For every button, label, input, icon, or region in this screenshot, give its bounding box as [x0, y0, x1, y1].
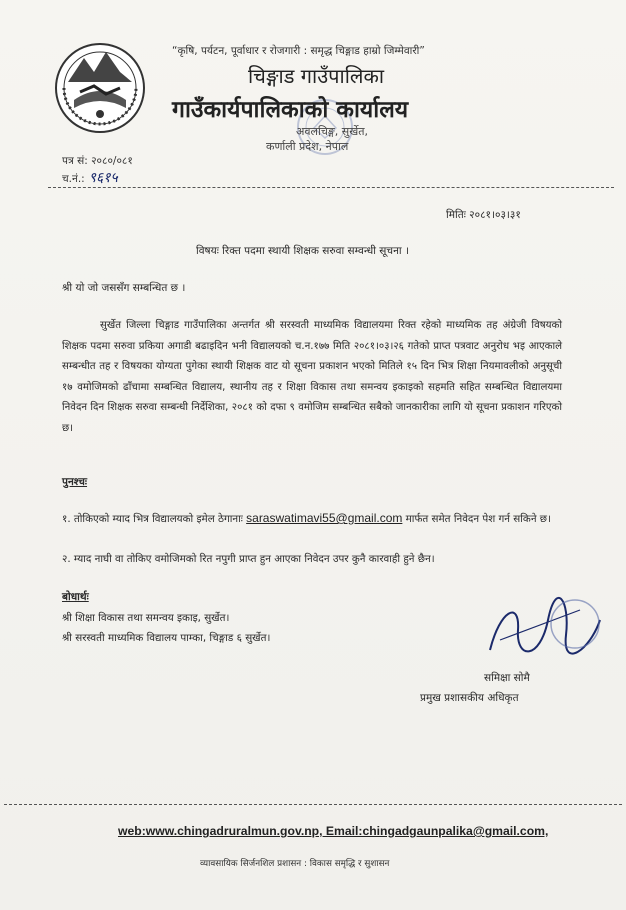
letter-date: मितिः २०८१।०३।३१	[446, 209, 521, 221]
letter-reference-number: पत्र सं: २०८०/०८१	[62, 155, 133, 167]
municipality-name: चिङ्गाड गाउँपालिका	[248, 64, 384, 88]
postscript-heading: पुनश्चः	[62, 476, 88, 488]
footer-motto: व्यावसायिक सिर्जनशिल प्रशासन : विकास समृद्धि र सुशासन	[200, 859, 390, 869]
postscript-point-2: २. म्याद नाघी वा तोकिए वमोजिमको रित नपुगी प्राप्त हुन आएका निवेदन उपर कुनै कारवाही हुने छैन।	[62, 553, 435, 565]
footer-divider	[4, 804, 622, 805]
cc-recipient-1: श्री शिक्षा विकास तथा समन्वय इकाइ, सुर्खेत।	[62, 612, 230, 624]
point-1-text-end: मार्फत समेत निवेदन पेश गर्न सकिने छ।	[402, 513, 551, 525]
cc-heading: बोधार्थः	[62, 591, 89, 603]
dispatch-number-row	[62, 168, 118, 187]
office-title: गाउँकार्यपालिकाको कार्यालय	[172, 97, 409, 123]
handwritten-signature-icon	[470, 590, 610, 670]
address-line-2: कर्णाली प्रदेश, नेपाल	[266, 140, 349, 153]
postscript-point-1	[62, 508, 552, 530]
government-emblem-icon	[54, 42, 146, 134]
school-email-link[interactable]: saraswatimavi55@gmail.com	[246, 511, 403, 525]
dispatch-number-label: च.नं.:	[62, 173, 85, 185]
header-slogan: “कृषि, पर्यटन, पूर्वाधार र रोजगारी : समृद्ध चिङ्गाड हाम्रो जिम्मेवारी”	[172, 45, 425, 57]
header-divider	[48, 187, 614, 188]
letter-body: सुर्खेत जिल्ला चिङ्गाड गाउँपालिका अन्तर्गत श्री सरस्वती माध्यमिक विद्यालयमा रिक्त रहेको माध्यमिक तह अंग्रेजी विषयको शिक्षक पदमा सरुवा प्रकिया अगाडी बढाइदिन भनी विद्यालयको च.न.१७७ मिति २०८१।०३।२६ गतेको प्राप्त पत्रवाट अनुरोध भइ आएकाले सम्बन्धीत तह र विषयका योग्यता पुगेका स्थायी शिक्षक वाट यो सूचना प्रकाशन भएको मितिले १५ दिन भित्र शिक्षा नियमावलीको अनुसूची १७ वमोजिमको ढाँचामा सम्बन्धित विद्यालय, स्थानीय तह र शिक्षा विकास तथा समन्वय इकाइको सहमति सहित सम्बन्धित विद्यालयमा निवेदन दिन शिक्षक सरुवा सम्बन्धी निर्देशिका, २०८१ को दफा ९ वमोजिम सम्बन्धित सबैको जानकारीका लागि यो सूचना प्रकाशन गरिएको छ।	[62, 320, 562, 434]
point-1-text-start: १. तोकिएको म्याद भित्र विद्यालयको इमेल ठेगानाः	[62, 513, 247, 525]
dispatch-number-handwritten: ९६१५	[88, 170, 118, 186]
letter-salutation: श्री यो जो जससँग सम्बन्धित छ ।	[62, 282, 186, 294]
letter-subject: विषयः रिक्त पदमा स्थायी शिक्षक सरुवा सम्वन्धी सूचना ।	[196, 245, 409, 257]
signatory-name: समिक्षा सोमै	[484, 672, 530, 684]
address-line-1: अवलचिङ्ग, सुर्खेत,	[296, 125, 368, 138]
footer-web-email[interactable]: web:www.chingadruralmun.gov.np, Email:chingadgaunpalika@gmail.com,	[118, 824, 549, 838]
signatory-title: प्रमुख प्रशासकीय अधिकृत	[420, 692, 519, 704]
cc-recipient-2: श्री सरस्वती माध्यमिक विद्यालय पाम्का, चिङ्गाड ६ सुर्खेत।	[62, 632, 271, 644]
